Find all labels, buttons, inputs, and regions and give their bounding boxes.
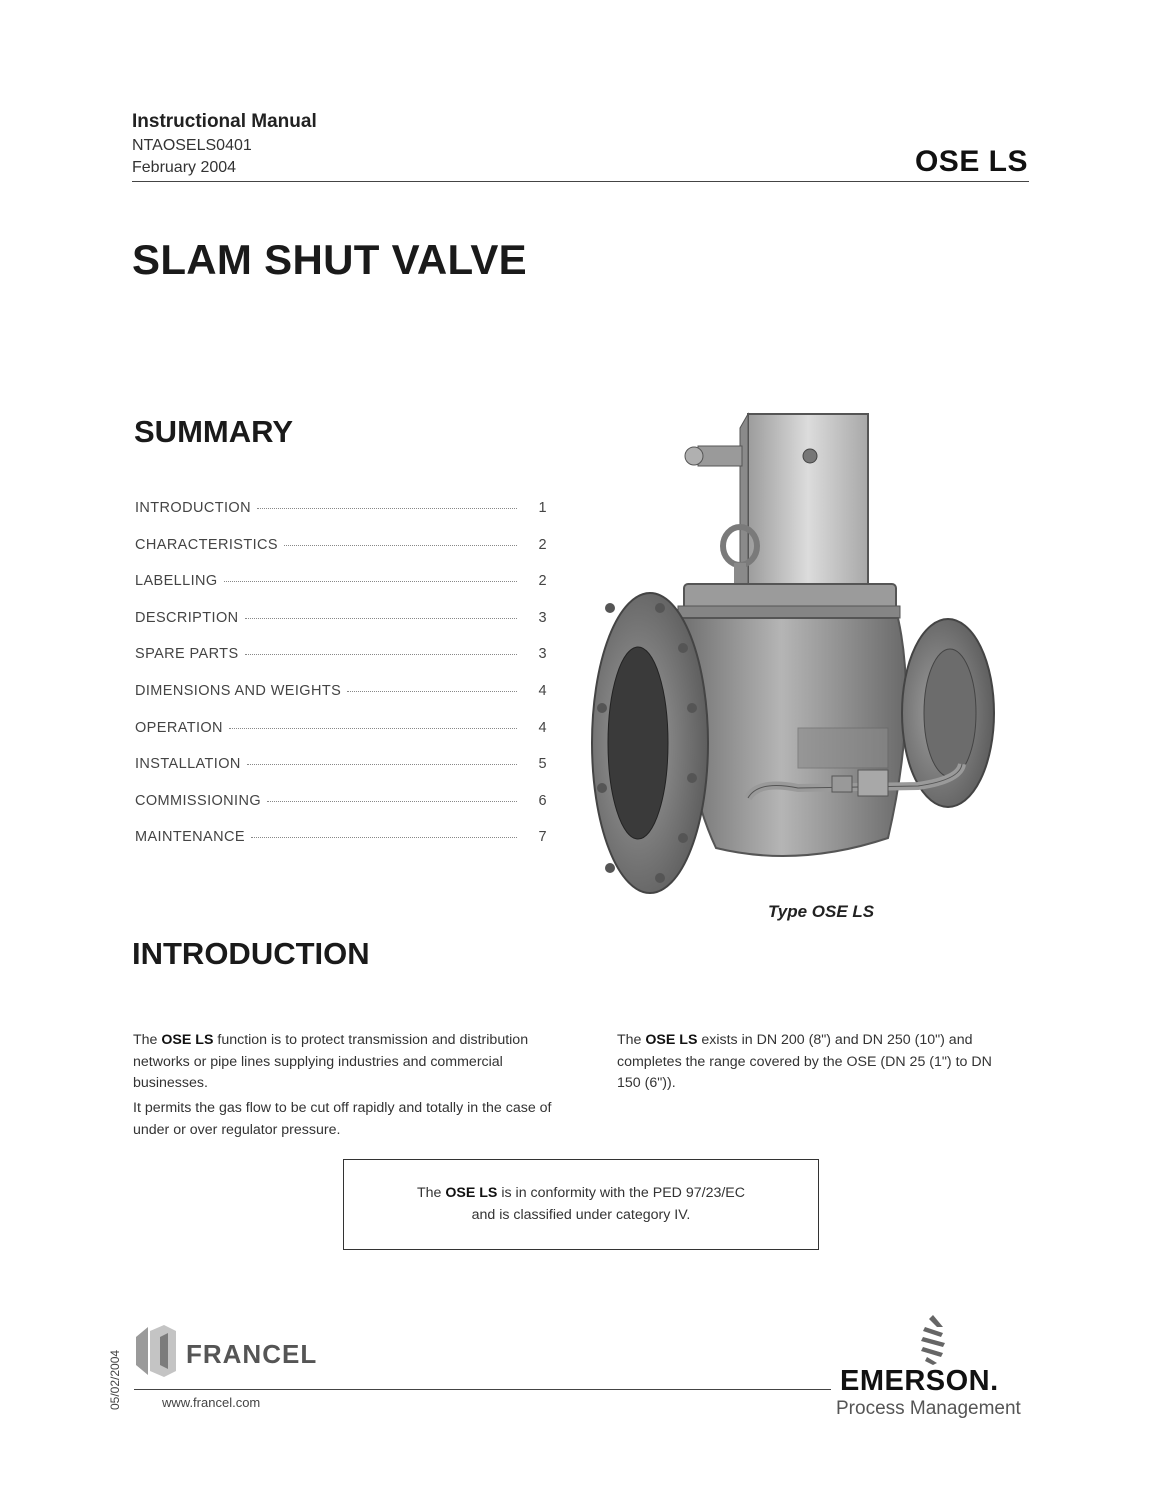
toc-entry-page: 3 xyxy=(538,646,547,663)
document-type: Instructional Manual xyxy=(132,111,317,132)
francel-url: www.francel.com xyxy=(162,1395,261,1410)
toc-leader-dots xyxy=(224,581,517,582)
toc-entry-label: OPERATION xyxy=(135,719,223,736)
toc-entry-label: COMMISSIONING xyxy=(135,792,262,809)
conformity-line-2: and is classified under category IV. xyxy=(471,1207,691,1223)
toc-entry xyxy=(135,537,547,574)
header-divider xyxy=(132,181,1029,182)
toc-leader-dots xyxy=(251,837,517,838)
page-title: SLAM SHUT VALVE xyxy=(132,236,527,283)
introduction-heading: INTRODUCTION xyxy=(132,936,370,971)
toc-leader-dots xyxy=(267,801,517,802)
toc-leader-dots xyxy=(284,545,517,546)
francel-logo xyxy=(134,1323,318,1379)
conformity-notice xyxy=(343,1159,819,1250)
toc-leader-dots xyxy=(257,508,517,509)
toc-entry xyxy=(135,683,547,720)
toc-entry-page: 4 xyxy=(538,682,547,699)
toc-entry xyxy=(135,610,547,647)
emerson-wordmark: EMERSON. xyxy=(840,1365,999,1397)
toc-leader-dots xyxy=(229,728,517,729)
toc-leader-dots xyxy=(245,618,518,619)
intro-paragraph-2: It permits the gas flow to be cut off rapidly and totally in the case of under or over regulator pressure. xyxy=(133,1100,552,1138)
toc-entry xyxy=(135,573,547,610)
emerson-tagline: Process Management xyxy=(836,1398,1021,1419)
toc-entry-label: SPARE PARTS xyxy=(135,646,239,663)
toc-entry-label: INTRODUCTION xyxy=(135,500,251,516)
toc-entry xyxy=(135,756,547,793)
emerson-icon xyxy=(913,1313,953,1365)
toc-entry-page: 2 xyxy=(538,573,547,590)
toc-entry xyxy=(135,829,547,866)
toc-entry-page: 5 xyxy=(538,756,547,773)
toc-entry xyxy=(135,646,547,683)
toc-entry-page: 7 xyxy=(538,829,547,846)
toc-entry xyxy=(135,720,547,757)
toc-entry-page: 6 xyxy=(538,792,547,809)
toc-entry-page: 1 xyxy=(538,500,547,516)
product-name: OSE LS xyxy=(914,145,1028,178)
figure-caption: Type OSE LS xyxy=(768,902,875,921)
toc-entry-label: MAINTENANCE xyxy=(135,829,245,846)
toc-entry-page: 3 xyxy=(538,609,547,626)
toc-leader-dots xyxy=(347,691,517,692)
toc-entry-label: CHARACTERISTICS xyxy=(135,536,278,553)
conformity-line-1: The OSE LS is in conformity with the PED 97/23/EC xyxy=(416,1185,746,1201)
toc-entry-label: INSTALLATION xyxy=(135,756,241,773)
toc-leader-dots xyxy=(247,764,517,765)
print-date: 05/02/2004 xyxy=(108,1349,122,1410)
francel-wordmark: FRANCEL xyxy=(186,1339,318,1369)
document-date: February 2004 xyxy=(132,159,237,176)
toc-entry-label: DESCRIPTION xyxy=(135,609,239,626)
valve-illustration xyxy=(588,408,1000,896)
summary-heading: SUMMARY xyxy=(134,414,294,449)
table-of-contents xyxy=(135,500,547,866)
footer-divider xyxy=(134,1389,831,1390)
toc-leader-dots xyxy=(245,654,517,655)
intro-paragraph-3: The OSE LS exists in DN 200 (8") and DN 250 (10") and completes the range covered by the OSE (DN 25 (1") to DN 150 (6")). xyxy=(617,1032,992,1091)
toc-entry-page: 4 xyxy=(538,719,547,736)
intro-paragraph-1: The OSE LS function is to protect transmission and distribution networks or pipe lines supplying industries and commercial businesses. xyxy=(133,1032,529,1091)
toc-entry-label: DIMENSIONS AND WEIGHTS xyxy=(135,682,342,699)
document-code: NTAOSELS0401 xyxy=(132,137,252,154)
toc-entry-page: 2 xyxy=(538,536,547,553)
toc-entry xyxy=(135,793,547,830)
toc-entry xyxy=(135,500,547,537)
toc-entry-label: LABELLING xyxy=(135,573,218,590)
